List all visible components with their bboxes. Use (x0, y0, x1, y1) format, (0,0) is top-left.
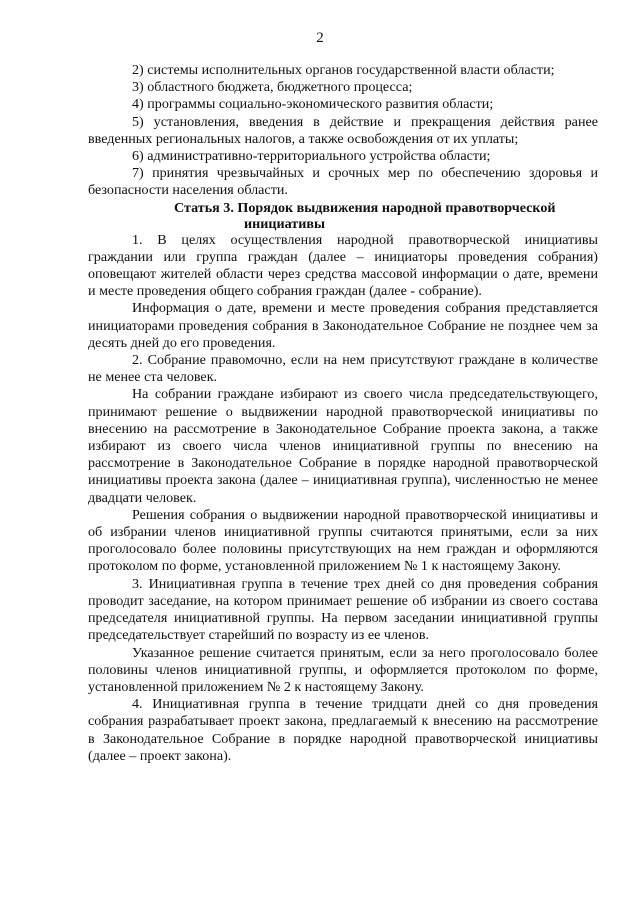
article-title-line2: инициативы (244, 215, 325, 232)
paragraph: На собрании граждане избирают из своего числа председательствующего, принимают решение о выдвижении народной правотворческой инициативы по внесению на рассмотрение в Законодательное Собрание проекта закона, а также избирают из своего числа членов инициативной группы по внесению на рассмотрение в Законодательное Собрание в порядке народной правотворческой инициативы проекта закона (далее – инициативная группа), численностью не менее двадцати человек. (88, 386, 598, 506)
list-item: 5) установления, введения в действие и прекращения действия ранее введенных региональных налогов, а также освобождения от их уплаты; (88, 113, 598, 147)
list-item: 7) принятия чрезвычайных и срочных мер по обеспечению здоровья и безопасности населения области. (88, 165, 598, 199)
document-body (88, 62, 598, 765)
paragraph: 3. Инициативная группа в течение трех дней со дня проведения собрания проводит заседание, на котором принимает решение об избрании из своего состава председателя инициативной группы. На первом заседании инициативной группы председательствует старейший по возрасту из ее членов. (88, 575, 598, 644)
list-item: 4) программы социально-экономического развития области; (132, 96, 494, 113)
list-item: 2) системы исполнительных органов государственной власти области; (132, 62, 555, 78)
paragraph: Информация о дате, времени и месте проведения собрания представляется инициаторами проведения собрания в Законодательное Собрание не позднее чем за десять дней до его проведения. (88, 300, 598, 351)
paragraph: 4. Инициативная группа в течение тридцати дней со дня проведения собрания разрабатывает проект закона, предлагаемый к внесению на рассмотрение в Законодательное Собрание в порядке народной правотворческой инициативы (далее – проект закона). (88, 696, 598, 764)
page-number: 2 (316, 30, 324, 46)
paragraph: 1. В целях осуществления народной правотворческой инициативы граждании или группа граждан (далее – инициаторы проведения собрания) оповещают жителей области через средства массовой информации о дате, времени и месте проведения общего собрания граждан (далее - собрание). (88, 231, 598, 300)
article-heading (88, 200, 598, 232)
list-item: 3) областного бюджета, бюджетного процесса; (132, 79, 413, 96)
article-title-line1: Статья 3. Порядок выдвижения народной правотворческой (174, 199, 556, 216)
paragraph: Указанное решение считается принятым, если за него проголосовало более половины членов инициативной группы, и оформляется протоколом по форме, установленной приложением № 2 к настоящему Закону. (88, 644, 598, 695)
list-item: 6) административно-территориального устройства области; (132, 148, 491, 165)
paragraph: Решения собрания о выдвижении народной правотворческой инициативы и об избрании членов инициативной группы считаются принятыми, если за них проголосовало более половины присутствующих на нем граждан и оформляются протоколом по форме, установленной приложением № 1 к настоящему Закону. (88, 506, 598, 575)
paragraph: 2. Собрание правомочно, если на нем присутствуют граждане в количестве не менее ста человек. (88, 352, 598, 386)
